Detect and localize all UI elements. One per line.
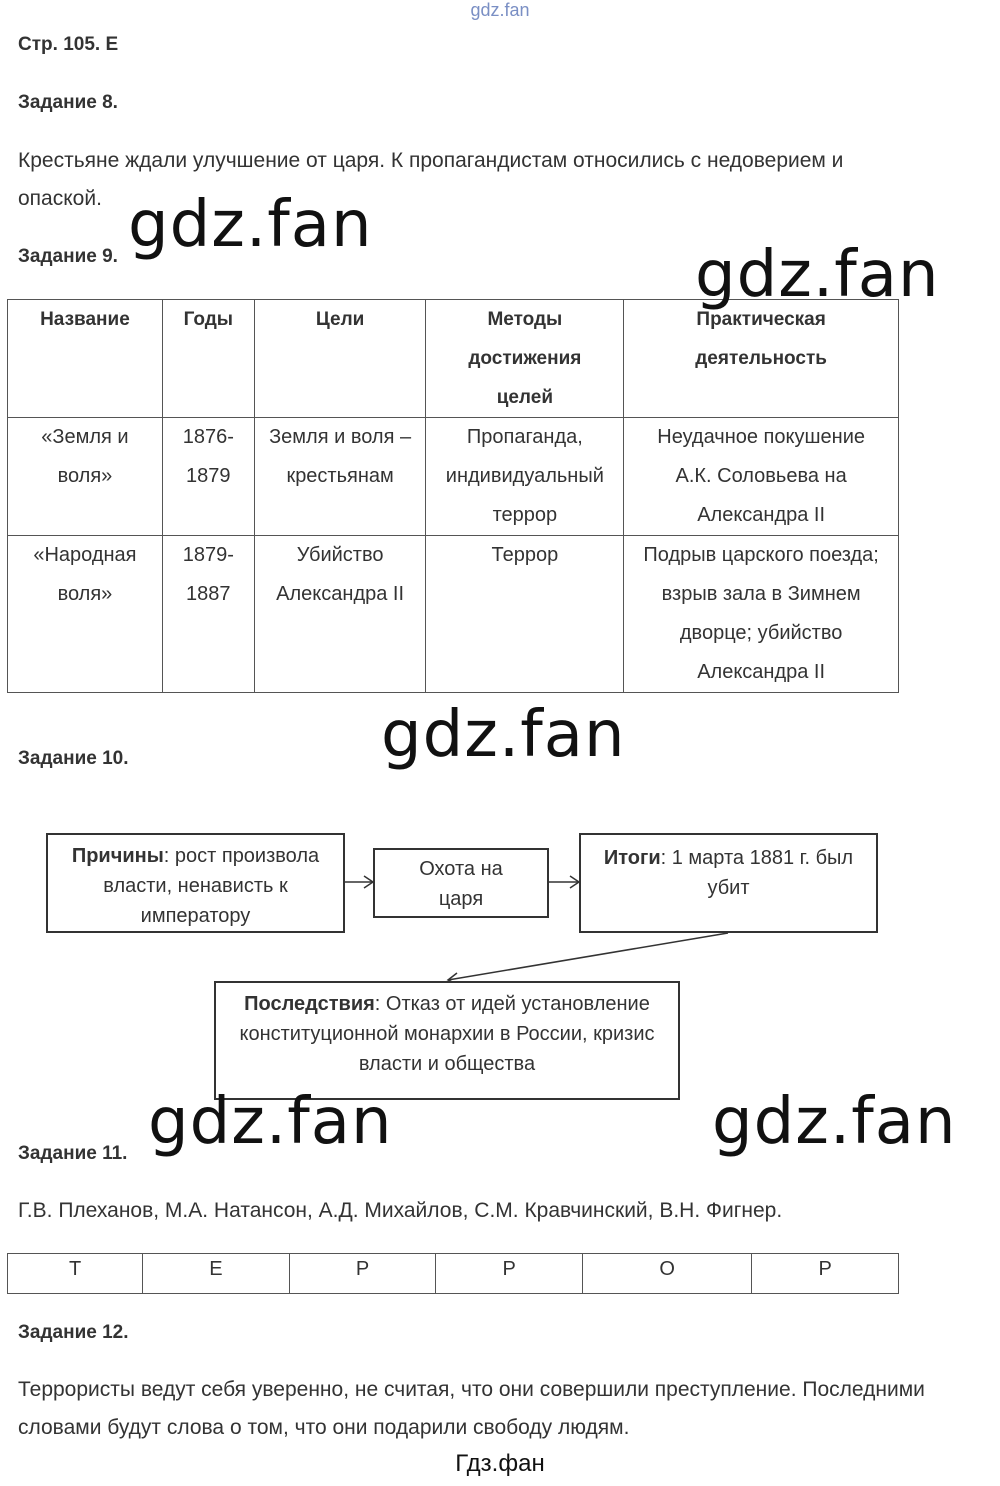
header-years: Годы xyxy=(162,300,254,418)
consequences-text: : Отказ от идей установление конституционной монархии в России, кризис власти и общества xyxy=(239,993,655,1075)
watermark: gdz.fan xyxy=(712,1085,957,1159)
table-cell: Неудачное покушение А.К. Соловьева на Александра II xyxy=(624,418,899,536)
table-cell: Убийство Александра II xyxy=(254,536,426,693)
watermark: gdz.fan xyxy=(148,1085,393,1159)
task8-line1: Крестьяне ждали улучшение от царя. К пропагандистам относились с недоверием и xyxy=(18,149,844,172)
letter-cell: О xyxy=(583,1254,752,1294)
task11-names: Г.В. Плеханов, М.А. Натансон, А.Д. Михайлов, С.М. Кравчинский, В.Н. Фигнер. xyxy=(18,1199,783,1222)
task9-title: Задание 9. xyxy=(18,246,118,267)
table-cell: 1876-1879 xyxy=(162,418,254,536)
header-goals: Цели xyxy=(254,300,426,418)
table-cell: Террор xyxy=(426,536,624,693)
letter-cell: Е xyxy=(143,1254,290,1294)
header-name: Название xyxy=(8,300,163,418)
task12-line1: Террористы ведут себя уверенно, не считая, что они совершили преступление. Последними xyxy=(18,1378,925,1401)
table-cell: «Земля и воля» xyxy=(8,418,163,536)
watermark: gdz.fan xyxy=(381,698,626,772)
top-watermark: gdz.fan xyxy=(470,0,530,20)
task12-text xyxy=(18,1371,925,1447)
results-label: Итоги xyxy=(603,847,661,869)
causes-label: Причины xyxy=(71,845,164,867)
watermark: gdz.fan xyxy=(695,238,940,312)
letter-cell: Р xyxy=(436,1254,583,1294)
task8-title: Задание 8. xyxy=(18,92,118,113)
hunt-box xyxy=(373,848,549,918)
table-cell: «Народная воля» xyxy=(8,536,163,693)
causes-box xyxy=(46,833,345,933)
table-cell: 1879-1887 xyxy=(162,536,254,693)
task8-line2: опаской. xyxy=(18,187,102,210)
hunt-text: Охота на царя xyxy=(419,858,503,910)
results-box xyxy=(579,833,878,933)
task10-title: Задание 10. xyxy=(18,748,129,769)
header-methods: Методы достижения целей xyxy=(426,300,624,418)
table-cell: Подрыв царского поезда; взрыв зала в Зимнем дворце; убийство Александра II xyxy=(624,536,899,693)
consequences-label: Последствия xyxy=(244,993,375,1015)
table-cell: Земля и воля – крестьянам xyxy=(254,418,426,536)
letter-cell: Р xyxy=(752,1254,899,1294)
letters-row xyxy=(8,1254,899,1294)
arrow-results-to-consequences xyxy=(448,933,728,980)
page-header: Стр. 105. Е xyxy=(18,34,119,55)
task12-line2: словами будут слова о том, что они подарили свободу людям. xyxy=(18,1416,630,1439)
letter-cell: Т xyxy=(8,1254,143,1294)
letters-table xyxy=(7,1253,899,1294)
header-activity: Практическая деятельность xyxy=(624,300,899,418)
footer-brand: Гдз.фан xyxy=(455,1450,545,1477)
causes-text: : рост произвола власти, ненависть к императору xyxy=(103,845,320,927)
task11-title: Задание 11. xyxy=(18,1143,128,1164)
watermark: gdz.fan xyxy=(128,188,373,262)
letter-cell: Р xyxy=(289,1254,436,1294)
table-cell: Пропаганда, индивидуальный террор xyxy=(426,418,624,536)
results-text: : 1 марта 1881 г. был убит xyxy=(660,847,854,899)
consequences-box xyxy=(214,981,680,1100)
task12-title: Задание 12. xyxy=(18,1322,129,1343)
